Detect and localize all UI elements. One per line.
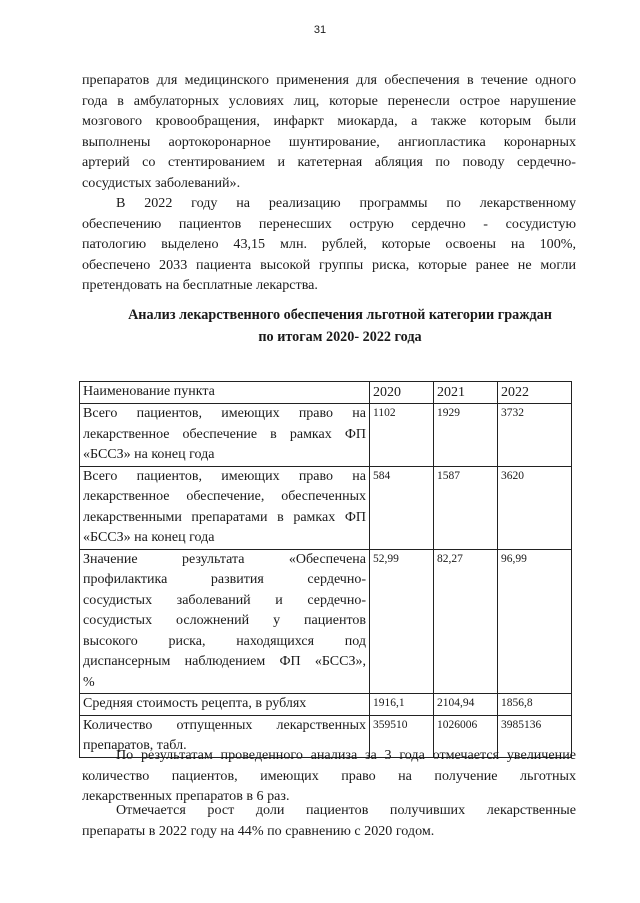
header-cell-name: Наименование пункта (80, 382, 370, 404)
paragraph-program-description (82, 70, 576, 193)
cell-line: сосудистых заболеваний и сердечно- (83, 592, 366, 608)
heading-line: по итогам 2020- 2022 года (258, 329, 422, 345)
drug-supply-analysis-table (79, 381, 572, 758)
text-line: патологию выделено 43,15 млн. рублей, которые освоены на 100%, (82, 236, 576, 252)
text-line: обеспечению пациентов перенесших острую сердечно - сосудистую (82, 215, 576, 232)
text-line: претендовать на бесплатные лекарства. (82, 277, 318, 293)
text-line: мозгового кровообращения, инфаркт миокарда, а также которым были (82, 113, 576, 129)
cell-line: Всего пациентов, имеющих право на (83, 468, 366, 484)
value-cell-2022: 3985136 (498, 715, 572, 757)
row-label-cell (80, 466, 370, 549)
heading-line: Анализ лекарственного обеспечения льготной категории граждан (128, 307, 552, 323)
cell-line: диспансерным наблюдением ФП «БССЗ», (83, 654, 366, 669)
text-line: года в амбулаторных условиях лиц, которые перенесли острое нарушение (82, 92, 576, 109)
value-cell-2021: 2104,94 (434, 694, 498, 716)
cell-line: Количество отпущенных лекарственных (83, 717, 366, 733)
text-line: обеспечено 2033 пациента высокой группы риска, которые ранее не могли (82, 256, 576, 273)
text-line: препараты в 2022 году на 44% по сравнению с 2020 годом. (82, 822, 435, 839)
paragraph-analysis-result (82, 745, 576, 807)
value-cell-2020: 1102 (370, 404, 434, 467)
cell-line: Всего пациентов, имеющих право на (83, 406, 366, 421)
row-label-cell (80, 404, 370, 467)
cell-line: «БССЗ» на конец года (83, 447, 215, 462)
value-cell-2021: 1929 (434, 404, 498, 467)
value-cell-2021: 1587 (434, 466, 498, 549)
text-line: По результатам проведенного анализа за 3 года отмечается увеличение (116, 747, 576, 763)
value-cell-2021: 1026006 (434, 715, 498, 757)
cell-line: лекарственное обеспечение, обеспеченных (83, 489, 366, 504)
cell-line: высокого риска, находящихся под (83, 633, 366, 649)
paragraph-funding-2022 (82, 193, 576, 296)
value-cell-2022: 96,99 (498, 549, 572, 694)
cell-line: сосудистых осложнений у пациентов (83, 613, 366, 628)
value-cell-2020: 359510 (370, 715, 434, 757)
text-line: количество пациентов, имеющих право на получение льготных (82, 767, 576, 784)
text-line: лекарственных препаратов в 6 раз. (82, 788, 290, 804)
cell-line: «БССЗ» на конец года (83, 530, 215, 545)
text-line: артерий со стентированием и катетерная абляция по поводу сердечно- (82, 154, 576, 170)
table-row (80, 694, 572, 716)
table-row (80, 466, 572, 549)
text-line: выполнены аортокоронарное шунтирование, ангиопластика коронарных (82, 133, 576, 150)
value-cell-2021: 82,27 (434, 549, 498, 694)
table-row (80, 404, 572, 467)
cell-line: профилактика развития сердечно- (83, 572, 366, 587)
paragraph-growth-share (82, 800, 576, 841)
text-line: сосудистых заболеваний». (82, 174, 241, 191)
value-cell-2020: 1916,1 (370, 694, 434, 716)
value-cell-2022: 1856,8 (498, 694, 572, 716)
text-line: В 2022 году на реализацию программы по лекарственному (116, 195, 576, 211)
row-label-cell (80, 549, 370, 694)
header-cell-2021: 2021 (434, 382, 498, 404)
value-cell-2020: 52,99 (370, 549, 434, 694)
text-line: препаратов для медицинского применения для обеспечения в течение одного (82, 72, 576, 88)
cell-line: лекарственное обеспечение в рамках ФП (83, 426, 366, 442)
cell-line: % (83, 674, 95, 690)
cell-line: препаратов, табл. (83, 738, 187, 753)
header-cell-2020: 2020 (370, 382, 434, 404)
value-cell-2022: 3620 (498, 466, 572, 549)
row-label-cell (80, 694, 370, 716)
page-number: 31 (313, 24, 327, 36)
cell-line: лекарственными препаратами в рамках ФП (83, 509, 366, 525)
value-cell-2020: 584 (370, 466, 434, 549)
value-cell-2022: 3732 (498, 404, 572, 467)
text-line: Отмечается рост доли пациентов получивших лекарственные (116, 802, 576, 818)
table-header-row (80, 382, 572, 404)
cell-line: Значение результата «Обеспечена (83, 551, 366, 567)
header-cell-2022: 2022 (498, 382, 572, 404)
cell-line: Средняя стоимость рецепта, в рублях (83, 696, 307, 711)
table-row (80, 549, 572, 694)
section-heading (90, 304, 590, 348)
